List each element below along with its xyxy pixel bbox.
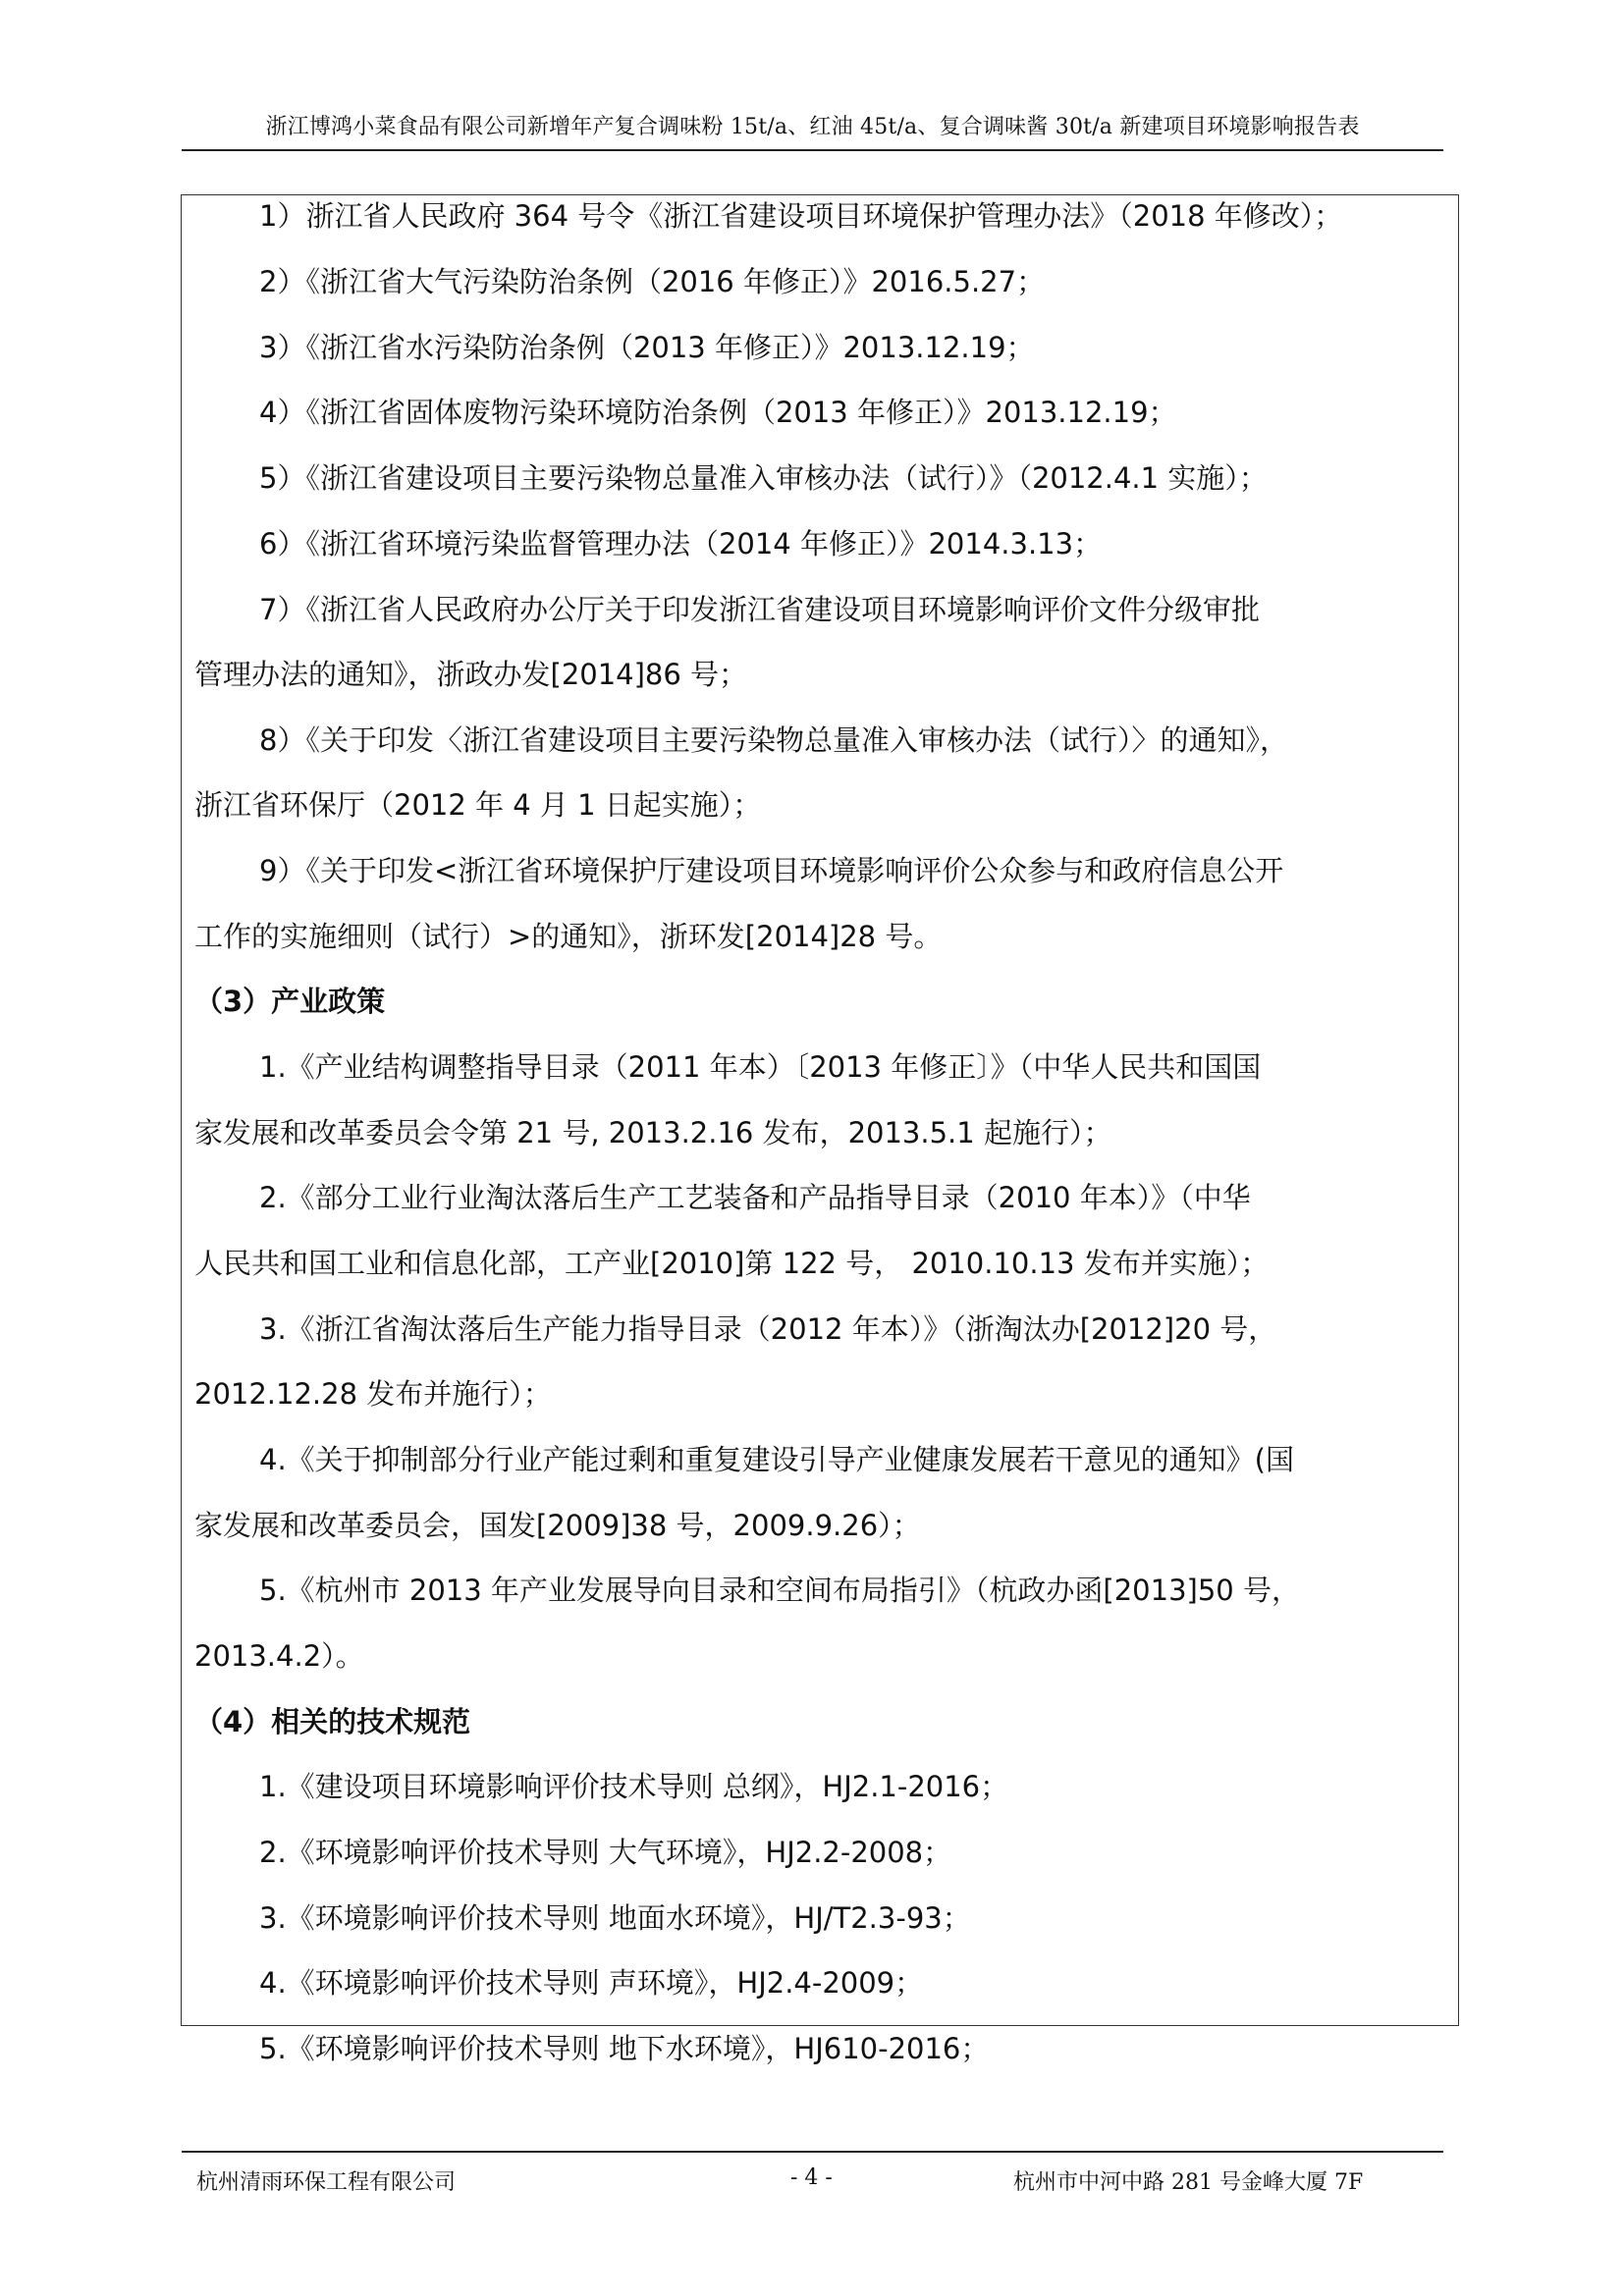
- footer-company: 杭州清雨环保工程有限公司: [196, 2170, 457, 2195]
- header-rule: [182, 149, 1443, 151]
- list-item: 4.《关于抑制部分行业产能过剩和重复建设引导产业健康发展若干意见的通知》(国: [259, 1443, 1294, 1476]
- footer-rule: [182, 2151, 1443, 2153]
- list-item: 4.《环境影响评价技术导则 声环境》，HJ2.4-2009；: [259, 1966, 924, 2000]
- list-item: 5.《杭州市 2013 年产业发展导向目录和空间布局指引》（杭政办函[2013]50 号，: [259, 1574, 1300, 1607]
- list-item-continuation: 家发展和改革委员会令第 21 号, 2013.2.16 发布，2013.5.1 起施行）；: [194, 1116, 1112, 1149]
- section-heading: （4）相关的技术规范: [194, 1705, 471, 1738]
- section-heading: （3）产业政策: [194, 985, 386, 1018]
- list-item: 7）《浙江省人民政府办公厅关于印发浙江省建设项目环境影响评价文件分级审批: [259, 593, 1260, 626]
- list-item: 1.《产业结构调整指导目录（2011 年本）〔2013 年修正〕》（中华人民共和国国: [259, 1050, 1262, 1084]
- list-item: 3）《浙江省水污染防治条例（2013 年修正）》2013.12.19；: [259, 331, 1035, 364]
- list-item: 2.《部分工业行业淘汰落后生产工艺装备和产品指导目录（2010 年本）》（中华: [259, 1181, 1251, 1214]
- list-item-continuation: 家发展和改革委员会，国发[2009]38 号，2009.9.26）；: [194, 1509, 921, 1542]
- list-item: 6）《浙江省环境污染监督管理办法（2014 年修正）》2014.3.13；: [259, 527, 1103, 561]
- list-item: 1.《建设项目环境影响评价技术导则 总纲》，HJ2.1-2016；: [259, 1770, 1009, 1803]
- list-item: 8）《关于印发〈浙江省建设项目主要污染物总量准入审核办法（试行）〉的通知》，: [259, 723, 1288, 757]
- footer-address: 杭州市中河中路 281 号金峰大厦 7F: [1013, 2170, 1364, 2195]
- list-item-continuation: 2013.4.2）。: [194, 1639, 364, 1673]
- list-item: 5.《环境影响评价技术导则 地下水环境》，HJ610-2016；: [259, 2032, 990, 2065]
- list-item: 4）《浙江省固体废物污染环境防治条例（2013 年修正）》2013.12.19；: [259, 396, 1177, 429]
- list-item: 3.《浙江省淘汰落后生产能力指导目录（2012 年本）》（浙淘汰办[2012]20 号，: [259, 1312, 1277, 1346]
- list-item-continuation: 2012.12.28 发布并施行）；: [194, 1377, 552, 1411]
- page-number: - 4 -: [790, 2165, 833, 2190]
- list-item: 2.《环境影响评价技术导则 大气环境》，HJ2.2-2008；: [259, 1836, 952, 1869]
- list-item-continuation: 人民共和国工业和信息化部，工产业[2010]第 122 号， 2010.10.13 发布并实施）；: [194, 1247, 1270, 1280]
- list-item-continuation: 工作的实施细则（试行）>的通知》，浙环发[2014]28 号。: [194, 920, 943, 953]
- list-item: 1）浙江省人民政府 364 号令《浙江省建设项目环境保护管理办法》（2018 年修改）；: [259, 199, 1343, 233]
- list-item: 2）《浙江省大气污染防治条例（2016 年修正）》2016.5.27；: [259, 265, 1046, 298]
- list-item-continuation: 浙江省环保厅（2012 年 4 月 1 日起实施）；: [194, 788, 762, 822]
- list-item: 3.《环境影响评价技术导则 地面水环境》，HJ/T2.3-93；: [259, 1901, 971, 1935]
- list-item: 5）《浙江省建设项目主要污染物总量准入审核办法（试行）》（2012.4.1 实施）；: [259, 461, 1268, 495]
- list-item-continuation: 管理办法的通知》，浙政办发[2014]86 号；: [194, 658, 748, 691]
- list-item: 9）《关于印发<浙江省环境保护厅建设项目环境影响评价公众参与和政府信息公开: [259, 854, 1284, 887]
- running-header: 浙江博鸿小菜食品有限公司新增年产复合调味粉 15t/a、红油 45t/a、复合调味酱 30t/a 新建项目环境影响报告表: [265, 115, 1360, 139]
